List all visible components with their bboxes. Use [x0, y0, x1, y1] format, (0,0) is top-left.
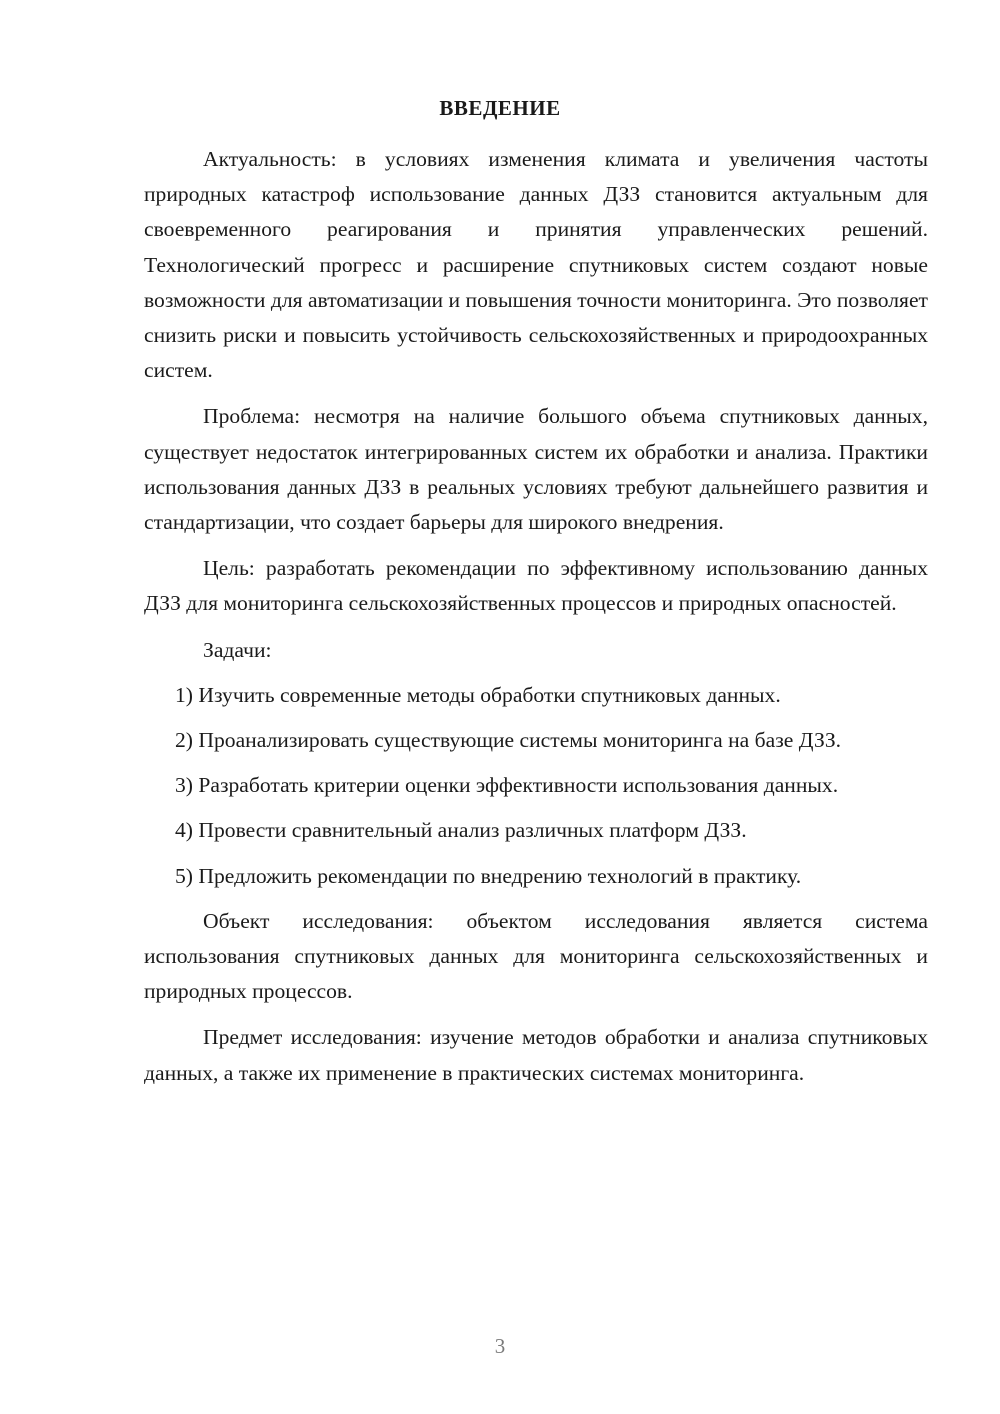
- section-heading: ВВЕДЕНИЕ: [439, 96, 561, 120]
- paragraph-relevance: Актуальность: в условиях изменения климата и увеличения частоты природных катастроф использование данных ДЗЗ становится актуальным для своевременного реагирования и принятия управленческих решений. Технологический прогресс и расширение спутниковых систем создают новые возможности для автоматизации и повышения точности мониторинга. Это позволяет снизить риски и повысить устойчивость сельскохозяйственных и природоохранных систем.: [144, 147, 928, 383]
- page-number: 3: [494, 1334, 506, 1358]
- task-item-2: 2) Проанализировать существующие системы мониторинга на базе ДЗЗ.: [175, 728, 842, 753]
- task-item-3: 3) Разработать критерии оценки эффективности использования данных.: [175, 773, 839, 798]
- paragraph-subject: Предмет исследования: изучение методов обработки и анализа спутниковых данных, а также их применение в практических системах мониторинга.: [144, 1025, 928, 1085]
- document-body: [144, 142, 928, 1091]
- task-item-1: 1) Изучить современные методы обработки спутниковых данных.: [175, 682, 781, 707]
- task-item-5: 5) Предложить рекомендации по внедрению технологий в практику.: [175, 863, 802, 888]
- paragraph-problem: Проблема: несмотря на наличие большого объема спутниковых данных, существует недостаток интегрированных систем их обработки и анализа. Практики использования данных ДЗЗ в реальных условиях требуют дальнейшего развития и стандартизации, что создает барьеры для широкого внедрения.: [144, 404, 928, 535]
- task-item-4: 4) Провести сравнительный анализ различных платформ ДЗЗ.: [175, 818, 747, 843]
- tasks-label: Задачи:: [203, 637, 272, 662]
- paragraph-goal: Цель: разработать рекомендации по эффективному использованию данных ДЗЗ для мониторинга сельскохозяйственных процессов и природных опасностей.: [144, 556, 928, 616]
- paragraph-object: Объект исследования: объектом исследования является система использования спутниковых данных для мониторинга сельскохозяйственных и природных процессов.: [144, 908, 928, 1004]
